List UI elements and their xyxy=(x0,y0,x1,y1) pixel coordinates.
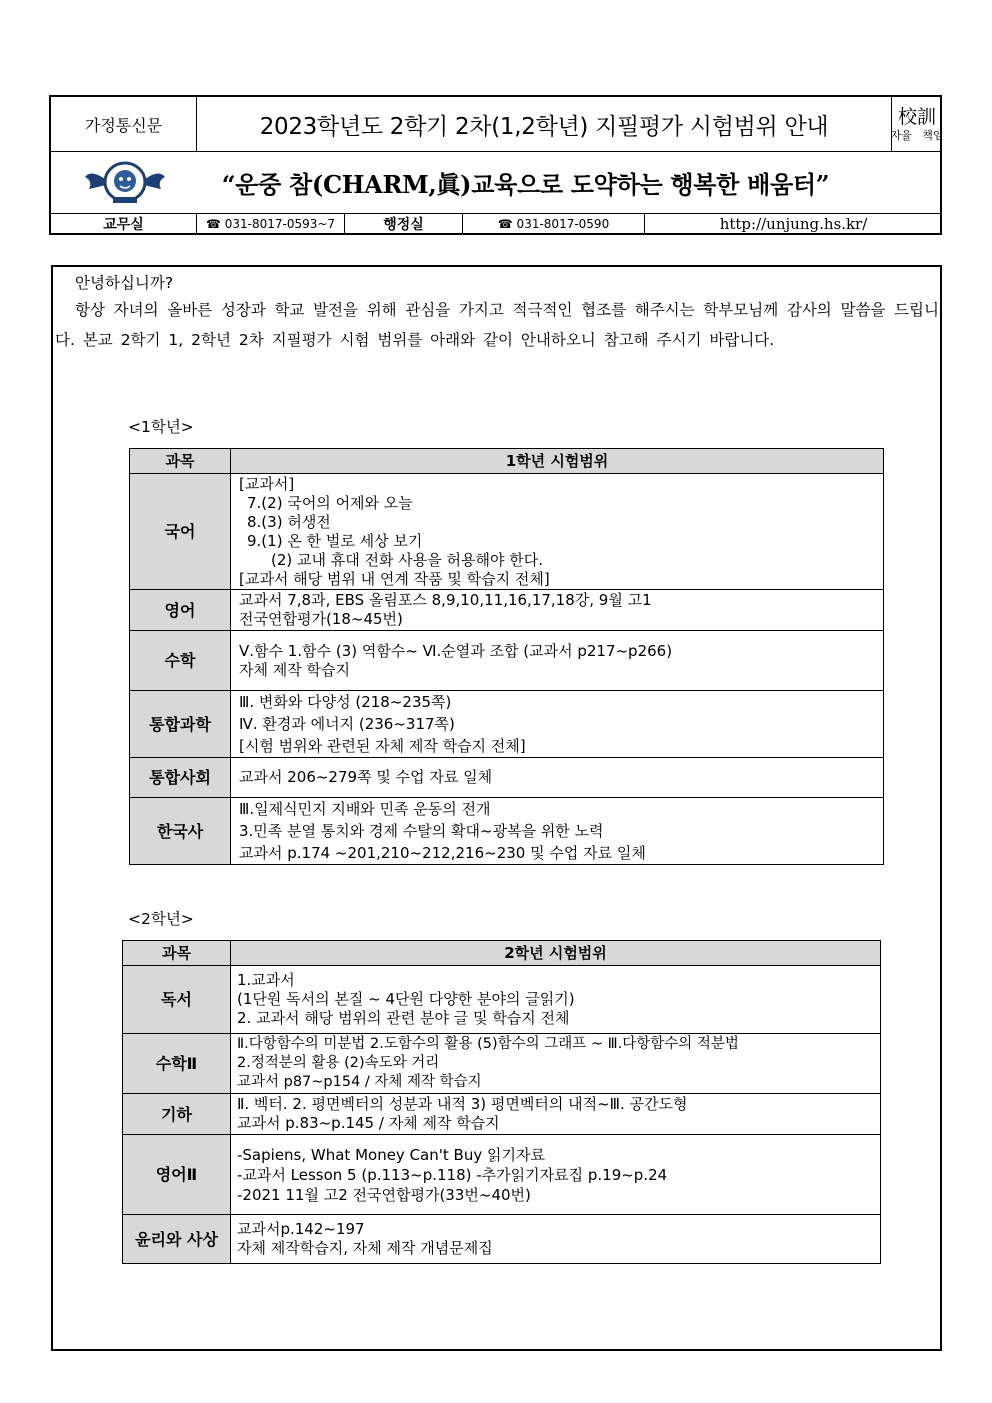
scope-line: (1단원 독서의 본질 ~ 4단원 다양한 분야의 글읽기) xyxy=(237,990,575,1008)
academic-office-label: 교무실 xyxy=(51,213,197,235)
grade2-label: <2학년> xyxy=(128,910,194,928)
newsletter-header xyxy=(49,95,942,235)
scope-line: 8.(3) 허생전 xyxy=(247,512,331,531)
table-row xyxy=(130,691,884,758)
subject-cell: 영어Ⅱ xyxy=(123,1135,231,1215)
subject-cell: 수학Ⅱ xyxy=(123,1034,231,1094)
scope-cell xyxy=(231,758,884,798)
table-row xyxy=(130,631,884,691)
scope-line: 9.(1) 온 한 벌로 세상 보기 xyxy=(247,531,423,550)
scope-line: 교과서p.142~197 xyxy=(237,1220,365,1238)
scope-line: 3.민족 분열 통치와 경제 수탈의 확대~광복을 위한 노력 xyxy=(239,822,604,840)
table-row xyxy=(123,1215,881,1264)
scope-cell xyxy=(231,1215,881,1264)
table-row xyxy=(123,1034,881,1094)
subject-cell: 통합과학 xyxy=(130,691,231,758)
subject-cell: 기하 xyxy=(123,1094,231,1135)
subject-cell: 영어 xyxy=(130,590,231,631)
scope-line: 1.교과서 xyxy=(237,971,295,989)
notice-body xyxy=(51,265,942,1351)
subject-cell: 한국사 xyxy=(130,798,231,865)
table-row xyxy=(130,590,884,631)
scope-cell xyxy=(231,474,884,590)
academic-office-phone: ☎ 031-8017-0593~7 xyxy=(197,213,345,235)
grade1-label: <1학년> xyxy=(128,418,194,436)
column-header-scope: 1학년 시험범위 xyxy=(231,449,884,474)
scope-line: 교과서 p.83~p.145 / 자체 제작 학습지 xyxy=(237,1114,500,1132)
table-row xyxy=(130,474,884,590)
table-row xyxy=(123,1135,881,1215)
scope-line: (2) 교내 휴대 전화 사용을 허용해야 한다. xyxy=(271,550,543,569)
scope-line: 2.정적분의 활용 (2)속도와 거리 xyxy=(237,1055,440,1071)
table-row xyxy=(130,798,884,865)
table-header-row xyxy=(130,449,884,474)
scope-cell xyxy=(231,691,884,758)
scope-line: Ⅲ. 변화와 다양성 (218~235쪽) xyxy=(239,693,452,711)
intro-paragraph: 항상 자녀의 올바른 성장과 학교 발전을 위해 관심을 가지고 적극적인 협조를 해주시는 학부모님께 감사의 말씀을 드립니다. 본교 2학기 1, 2학년 2차 지필평가 시험 범위를 아래와 같이 안내하오니 참고해 주시기 바랍니다. xyxy=(55,301,939,349)
scope-line: 교과서 p87~p154 / 자체 제작 학습지 xyxy=(237,1074,482,1090)
scope-cell xyxy=(231,1135,881,1215)
scope-cell xyxy=(231,590,884,631)
scope-line: [시험 범위와 관련된 자체 제작 학습지 전체] xyxy=(239,737,526,755)
grade1-table xyxy=(129,448,884,865)
scope-line: 2. 교과서 해당 범위의 관련 분야 글 및 학습지 전체 xyxy=(237,1009,570,1027)
scope-line: Ⅲ.일제식민지 지배와 민족 운동의 전개 xyxy=(239,800,491,818)
school-website-link[interactable]: http://unjung.hs.kr/ xyxy=(719,215,868,233)
newsletter-label: 가정통신문 xyxy=(51,97,197,151)
school-slogan: “운중 참(CHARM,眞)교육으로 도약하는 행복한 배움터” xyxy=(221,169,830,199)
scope-line: 자체 제작학습지, 자체 제작 개념문제집 xyxy=(237,1239,493,1257)
column-header-subject: 과목 xyxy=(130,449,231,474)
admin-office-phone: ☎ 031-8017-0590 xyxy=(463,213,645,235)
subject-cell: 국어 xyxy=(130,474,231,590)
column-header-subject: 과목 xyxy=(123,941,231,966)
scope-line: [교과서 해당 범위 내 연계 작품 및 학습지 전체] xyxy=(239,569,550,588)
scope-cell xyxy=(231,1034,881,1094)
scope-cell xyxy=(231,1094,881,1135)
scope-line: -2021 11월 고2 전국연합평가(33번~40번) xyxy=(237,1185,531,1204)
grade2-table xyxy=(122,940,881,1264)
table-header-row xyxy=(123,941,881,966)
scope-line: Ⅴ.함수 1.함수 (3) 역함수~ Ⅵ.순열과 조합 (교과서 p217~p266) xyxy=(239,641,673,660)
table-row xyxy=(123,1094,881,1135)
greeting: 안녕하십니까? xyxy=(75,274,174,292)
scope-line: 교과서 p.174 ~201,210~212,216~230 및 수업 자료 일체 xyxy=(239,844,646,862)
scope-cell xyxy=(231,631,884,691)
column-header-scope: 2학년 시험범위 xyxy=(231,941,881,966)
scope-line: Ⅱ. 벡터. 2. 평면벡터의 성분과 내적 3) 평면벡터의 내적~Ⅲ. 공간도형 xyxy=(237,1095,688,1113)
scope-line: Ⅳ. 환경과 에너지 (236~317쪽) xyxy=(239,715,455,733)
scope-line: 7.(2) 국어의 어제와 오늘 xyxy=(247,493,413,512)
subject-cell: 통합사회 xyxy=(130,758,231,798)
motto-words: 자율 책임 xyxy=(890,128,944,142)
scope-line: -Sapiens, What Money Can't Buy 읽기자료 xyxy=(237,1145,545,1164)
subject-cell: 윤리와 사상 xyxy=(123,1215,231,1264)
scope-line: -교과서 Lesson 5 (p.113~p.118) -추가읽기자료집 p.19~p.24 xyxy=(237,1165,668,1184)
motto-title: 校訓 xyxy=(897,106,936,128)
table-row xyxy=(130,758,884,798)
subject-cell: 수학 xyxy=(130,631,231,691)
table-row xyxy=(123,966,881,1034)
scope-cell xyxy=(231,966,881,1034)
subject-cell: 독서 xyxy=(123,966,231,1034)
scope-line: 교과서 7,8과, EBS 올림포스 8,9,10,11,16,17,18강, 9월 고1 xyxy=(239,591,652,609)
document-title: 2023학년도 2학기 2차(1,2학년) 지필평가 시험범위 안내 xyxy=(197,97,892,151)
scope-cell xyxy=(231,798,884,865)
scope-line: 자체 제작 학습지 xyxy=(239,660,350,679)
scope-line: Ⅱ.다항함수의 미분법 2.도함수의 활용 (5)함수의 그래프 ~ Ⅲ.다항함수의 적분법 xyxy=(237,1036,739,1052)
scope-line: 전국연합평가(18~45번) xyxy=(239,610,403,628)
school-motto xyxy=(892,97,942,151)
scope-line: [교과서] xyxy=(239,474,295,493)
admin-office-label: 행정실 xyxy=(345,213,463,235)
scope-line: 교과서 206~279쪽 및 수업 자료 일체 xyxy=(239,768,493,786)
